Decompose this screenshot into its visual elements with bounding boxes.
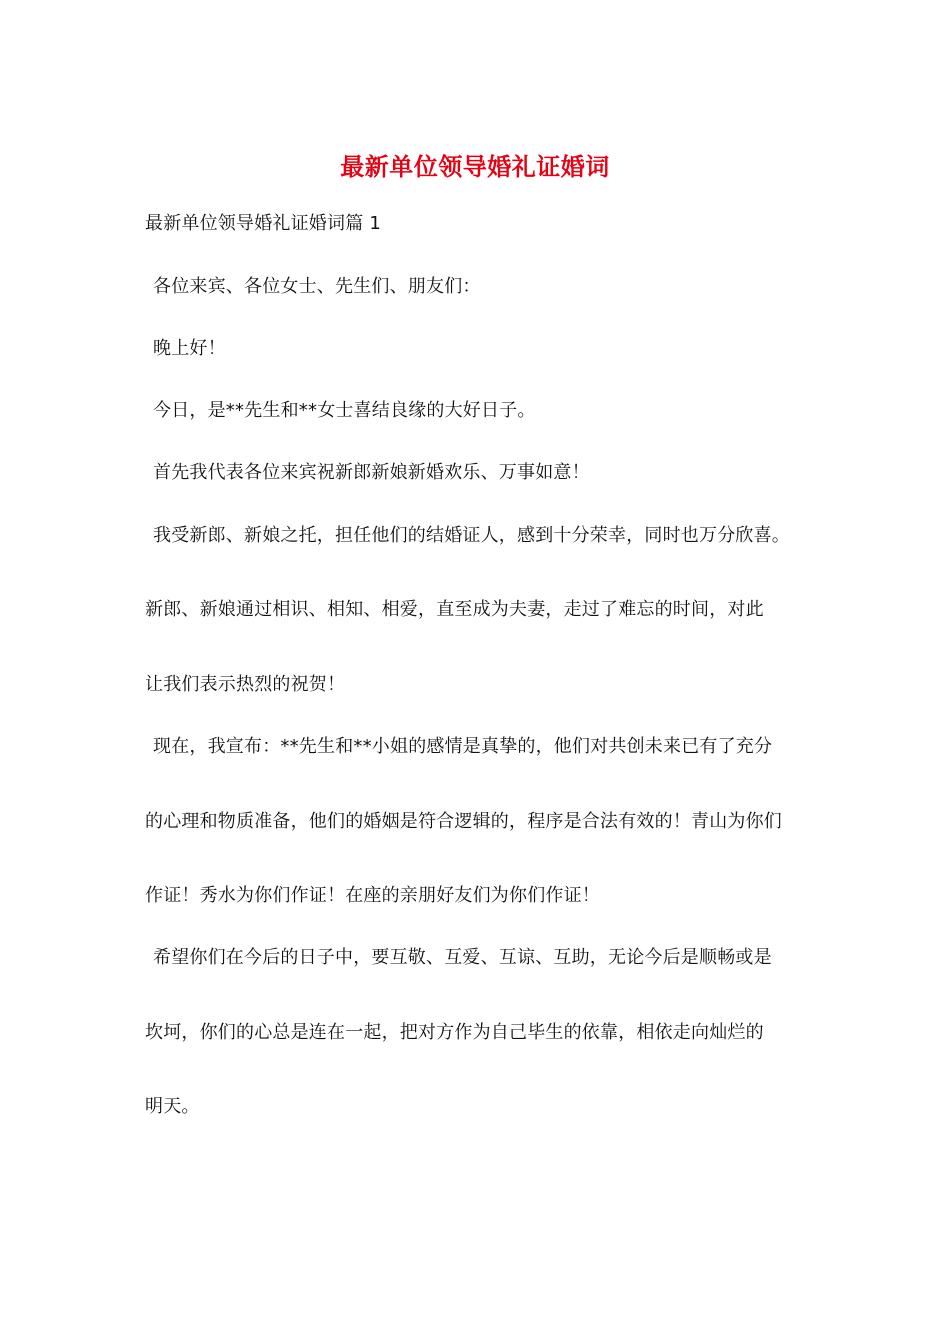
- document-title: 最新单位领导婚礼证婚词: [340, 152, 610, 181]
- paragraph-line: 晚上好！: [153, 338, 226, 359]
- paragraph-line: 明天。: [145, 1096, 200, 1117]
- paragraph-line: 今日，是**先生和**女士喜结良缘的大好日子。: [153, 400, 536, 421]
- paragraph-line: 首先我代表各位来宾祝新郎新娘新婚欢乐、万事如意！: [153, 462, 590, 483]
- paragraph-line: 坎坷，你们的心总是连在一起，把对方作为自己毕生的依靠，相依走向灿烂的: [145, 1022, 764, 1043]
- paragraph-line: 现在，我宣布：**先生和**小姐的感情是真挚的，他们对共创未来已有了充分: [153, 736, 773, 757]
- paragraph-line: 各位来宾、各位女士、先生们、朋友们：: [153, 276, 481, 297]
- paragraph-line: 我受新郎、新娘之托，担任他们的结婚证人，感到十分荣幸，同时也万分欣喜。: [153, 525, 790, 546]
- paragraph-line: 希望你们在今后的日子中，要互敬、互爱、互谅、互助，无论今后是顺畅或是: [153, 947, 772, 968]
- paragraph-line: 新郎、新娘通过相识、相知、相爱，直至成为夫妻，走过了难忘的时间，对此: [145, 599, 764, 620]
- paragraph-line: 让我们表示热烈的祝贺！: [145, 674, 346, 695]
- paragraph-line: 作证！秀水为你们作证！在座的亲朋好友们为你们作证！: [145, 885, 600, 906]
- paragraph-line: 的心理和物质准备，他们的婚姻是符合逻辑的，程序是合法有效的！青山为你们: [145, 811, 782, 832]
- document-subtitle: 最新单位领导婚礼证婚词篇 1: [145, 213, 381, 234]
